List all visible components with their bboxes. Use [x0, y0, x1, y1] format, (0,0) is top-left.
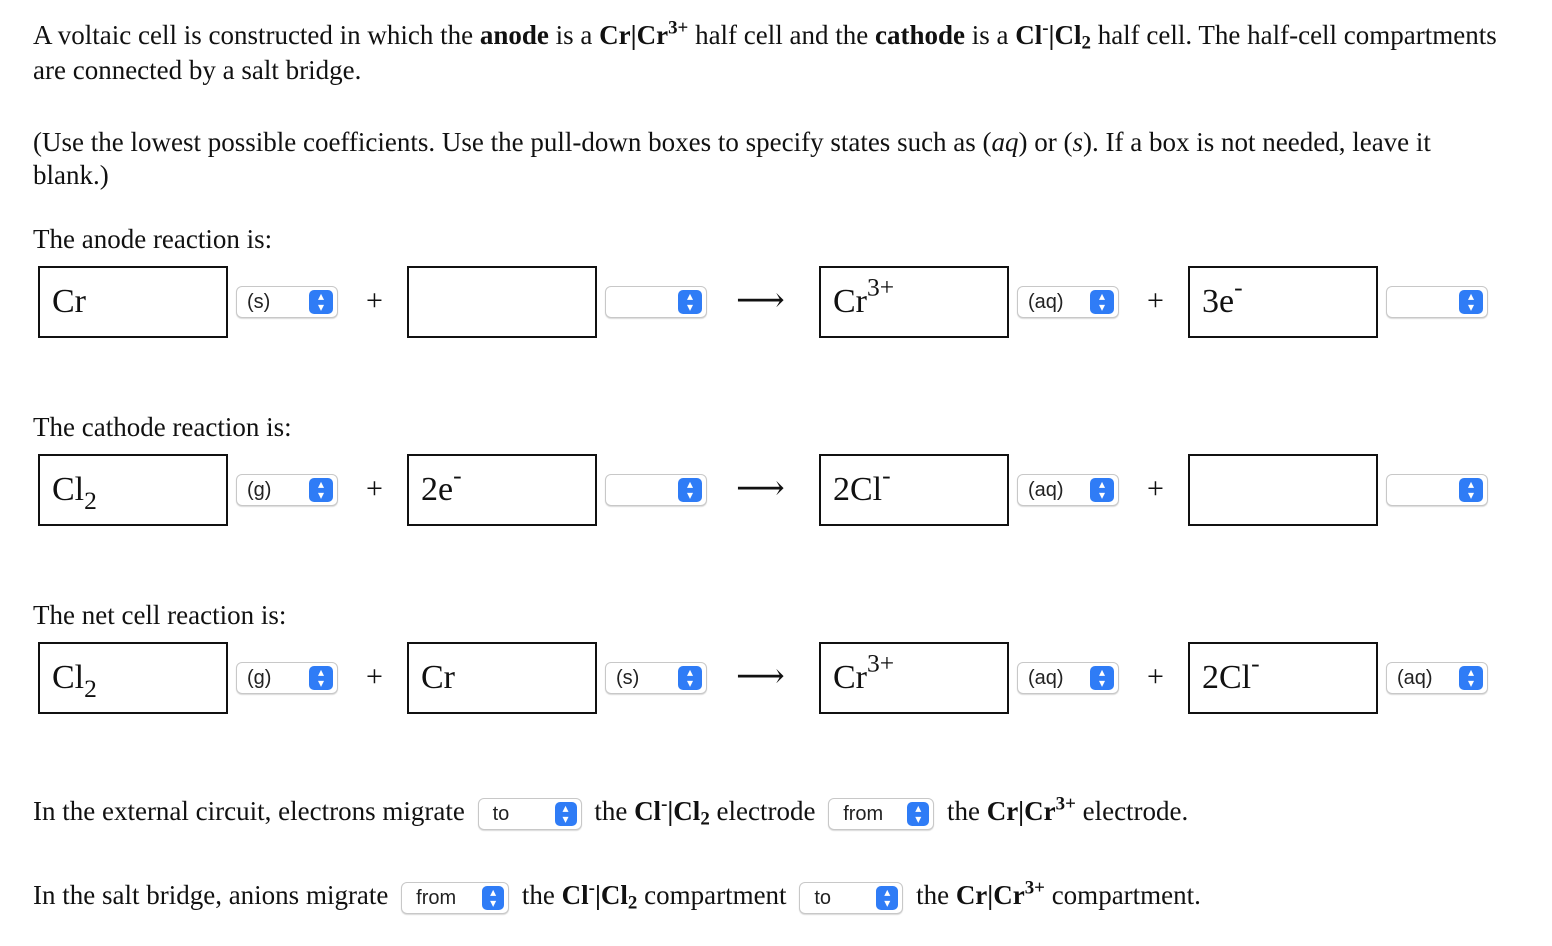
select-arrows-icon: ▴ ▾	[309, 290, 333, 314]
net-label: The net cell reaction is:	[33, 600, 287, 630]
reaction-arrow-icon: ⟶	[736, 470, 785, 507]
net-reactant-1-input[interactable]: $Cl_2$	[38, 642, 228, 714]
net-product-1-state-select[interactable]: (aq) ▴ ▾	[1017, 662, 1119, 694]
plus-sign: +	[1147, 472, 1164, 505]
net-product-2-input[interactable]: 2Cl-	[1188, 642, 1378, 714]
select-arrows-icon: ▴ ▾	[309, 478, 333, 502]
cathode-reactant-1-input[interactable]: $Cl_2$	[38, 454, 228, 526]
anode-label: The anode reaction is:	[33, 224, 273, 254]
net-reactant-1-state-select[interactable]: (g) ▴ ▾	[236, 662, 338, 694]
cathode-equation	[0, 454, 1552, 530]
cathode-product-1-state-select[interactable]: (aq) ▴ ▾	[1017, 474, 1119, 506]
anode-equation	[0, 266, 1552, 342]
select-arrows-icon: ▴ ▾	[309, 666, 333, 690]
plus-sign: +	[1147, 284, 1164, 317]
cr-electrode: $Cr|Cr^{3+}$	[986, 793, 1076, 826]
question-intro: A voltaic cell is constructed in which the anode is a $Cr|Cr^{3+}$ half cell and the cathode is a $Cl^-|Cl_2$ half cell. The half-cell compartments are connected by a salt bridge.	[33, 17, 1497, 86]
bridge-direction-1-select[interactable]: from ▴ ▾	[401, 882, 509, 914]
anode-reactant-2-state-select[interactable]	[605, 286, 707, 318]
plus-sign: +	[366, 284, 383, 317]
select-arrows-icon: ▴ ▾	[876, 886, 898, 910]
anode-product-1-input[interactable]: $Cr^{3+}$	[819, 266, 1009, 338]
cathode-product-2-input[interactable]	[1188, 454, 1378, 526]
plus-sign: +	[366, 660, 383, 693]
salt-bridge-sentence: In the salt bridge, anions migrate from ▴ ▾ the $Cl^-|Cl_2$ compartment to ▴ ▾ the $Cr|Cr^{3+}$ compartment.	[33, 877, 1201, 914]
select-arrows-icon: ▴ ▾	[1090, 478, 1114, 502]
circuit-direction-2-select[interactable]: from ▴ ▾	[828, 798, 934, 830]
cathode-word: cathode	[874, 20, 965, 50]
cathode-label: The cathode reaction is:	[33, 412, 292, 442]
reaction-arrow-icon: ⟶	[736, 282, 785, 319]
cl-compartment: $Cl^-|Cl_2$	[561, 877, 638, 914]
anode-product-2-input[interactable]: 3e-	[1188, 266, 1378, 338]
cathode-reactant-1-state-select[interactable]: (g) ▴ ▾	[236, 474, 338, 506]
anode-reactant-1-state-select[interactable]: (s) ▴ ▾	[236, 286, 338, 318]
net-reactant-2-state-select[interactable]: (s) ▴ ▾	[605, 662, 707, 694]
circuit-sentence: In the external circuit, electrons migrate to ▴ ▾ the $Cl^-|Cl_2$ electrode from ▴ ▾ the $Cr|Cr^{3+}$ electrode.	[33, 793, 1189, 830]
cr-compartment: $Cr|Cr^{3+}$	[955, 877, 1045, 910]
select-arrows-icon: ▴ ▾	[1090, 290, 1114, 314]
anode-reactant-2-input[interactable]	[407, 266, 597, 338]
plus-sign: +	[1147, 660, 1164, 693]
reaction-arrow-icon: ⟶	[736, 658, 785, 695]
select-arrows-icon: ▴ ▾	[1459, 290, 1483, 314]
anode-product-2-state-select[interactable]	[1386, 286, 1488, 318]
cathode-couple: $Cl^-|Cl_2$	[1015, 17, 1091, 54]
anode-word: anode	[479, 20, 549, 50]
select-arrows-icon: ▴ ▾	[555, 802, 577, 826]
net-equation	[0, 642, 1552, 718]
select-arrows-icon: ▴ ▾	[907, 802, 929, 826]
select-arrows-icon: ▴ ▾	[678, 290, 702, 314]
instructions: (Use the lowest possible coefficients. Use the pull-down boxes to specify states such as (aq) or (s). If a box is not needed, leave it blank.)	[33, 127, 1431, 190]
anode-product-1-state-select[interactable]: (aq) ▴ ▾	[1017, 286, 1119, 318]
select-arrows-icon: ▴ ▾	[678, 666, 702, 690]
net-reactant-2-input[interactable]: Cr	[407, 642, 597, 714]
cathode-reactant-2-state-select[interactable]	[605, 474, 707, 506]
plus-sign: +	[366, 472, 383, 505]
cathode-product-2-state-select[interactable]	[1386, 474, 1488, 506]
cl-electrode: $Cl^-|Cl_2$	[634, 793, 710, 830]
select-arrows-icon: ▴ ▾	[1090, 666, 1114, 690]
cathode-reactant-2-input[interactable]: 2e-	[407, 454, 597, 526]
select-arrows-icon: ▴ ▾	[1459, 478, 1483, 502]
net-product-1-input[interactable]: $Cr^{3+}$	[819, 642, 1009, 714]
circuit-direction-1-select[interactable]: to ▴ ▾	[478, 798, 582, 830]
select-arrows-icon: ▴ ▾	[1459, 666, 1483, 690]
anode-couple: $Cr|Cr^{3+}$	[599, 17, 689, 50]
bridge-direction-2-select[interactable]: to ▴ ▾	[799, 882, 903, 914]
net-product-2-state-select[interactable]: (aq) ▴ ▾	[1386, 662, 1488, 694]
anode-reactant-1-input[interactable]: Cr	[38, 266, 228, 338]
cathode-product-1-input[interactable]: 2Cl-	[819, 454, 1009, 526]
select-arrows-icon: ▴ ▾	[678, 478, 702, 502]
select-arrows-icon: ▴ ▾	[482, 886, 504, 910]
